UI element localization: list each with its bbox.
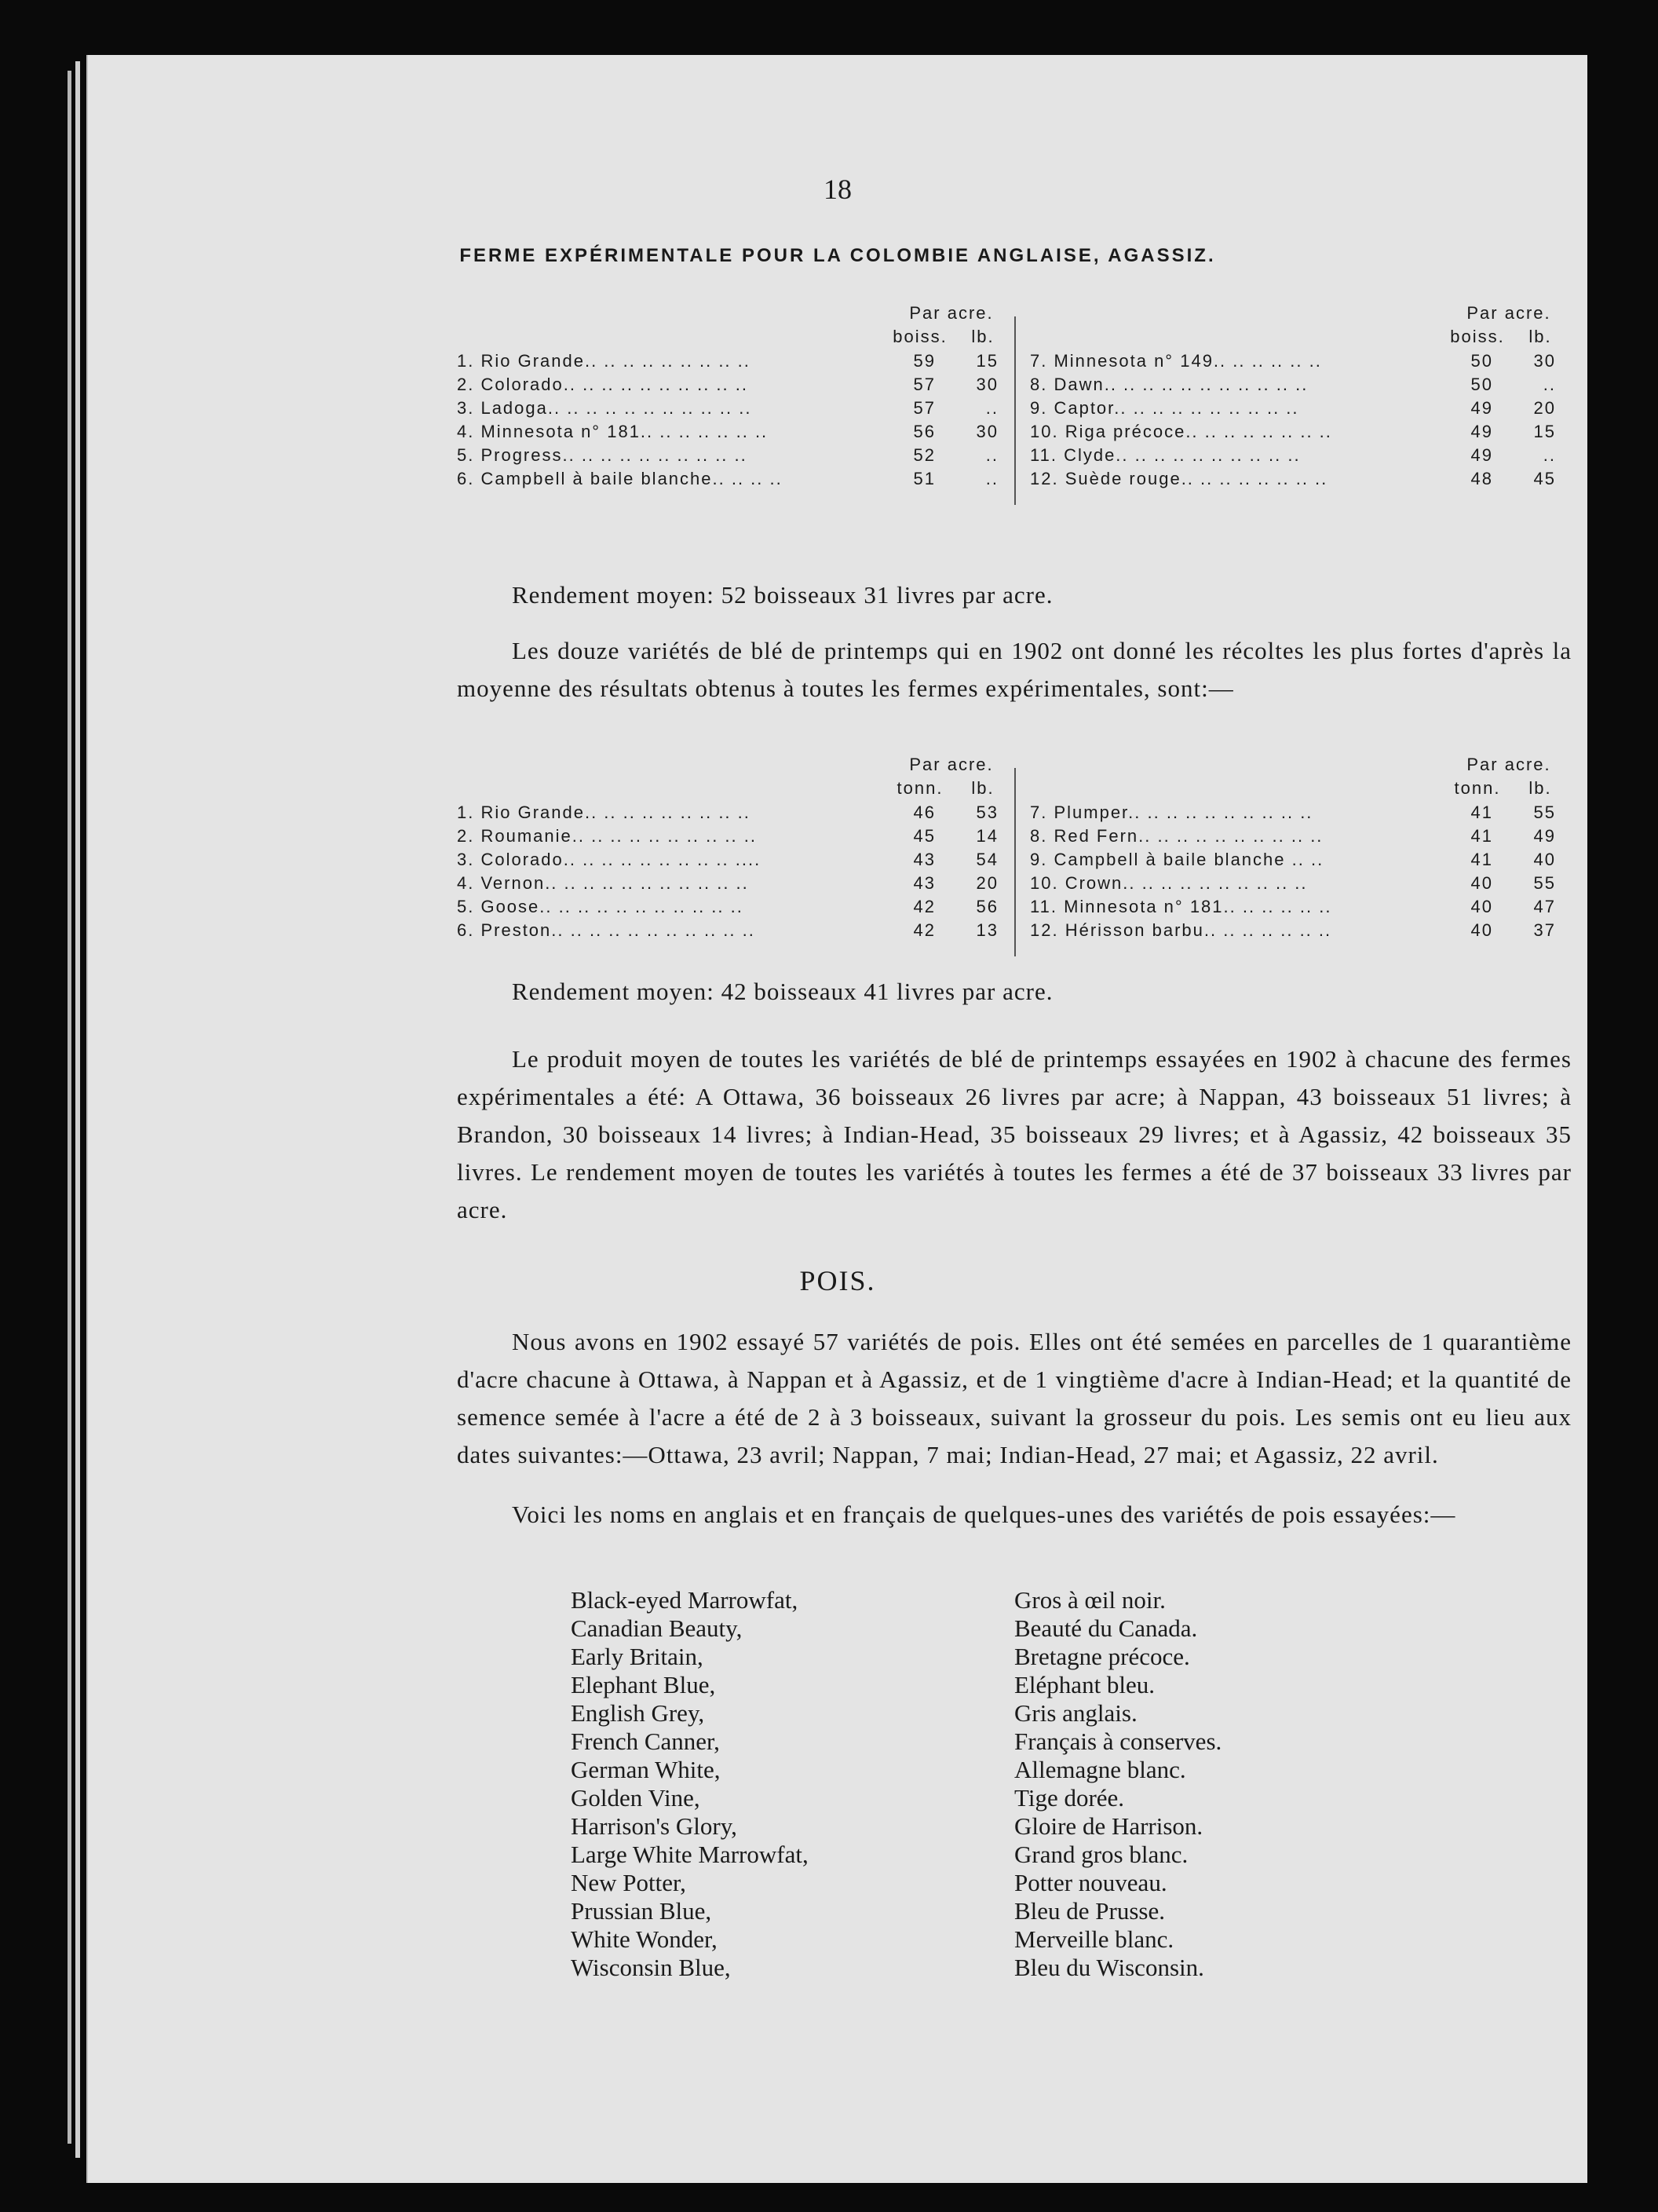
yield-value-1: 49 <box>1470 445 1493 465</box>
yield-value-2: 13 <box>976 920 999 940</box>
table-row <box>1030 895 1564 919</box>
table-row <box>1030 801 1564 824</box>
variety-name: 8. Dawn.. .. .. .. .. .. .. .. .. .. .. <box>1030 375 1309 394</box>
yield-value-2: 30 <box>1533 351 1556 371</box>
yield-value-1: 57 <box>913 398 936 418</box>
section-title-pois: POIS. <box>799 1265 876 1296</box>
yield-value-2: 14 <box>976 826 999 846</box>
variety-name: 4. Vernon.. .. .. .. .. .. .. .. .. .. .. <box>457 873 749 893</box>
yield-value-1: 42 <box>913 897 936 916</box>
document-page <box>86 55 1587 2183</box>
yield-table-1 <box>457 302 1572 554</box>
variety-name: 5. Goose.. .. .. .. .. .. .. .. .. .. .. <box>457 897 743 916</box>
yield-value-1: 48 <box>1470 469 1493 488</box>
table-header-col2: lb. <box>971 778 995 798</box>
table-header-col2: lb. <box>971 327 995 346</box>
yield-value-1: 42 <box>913 920 936 940</box>
running-head: FERME EXPÉRIMENTALE POUR LA COLOMBIE ANGLAISE, AGASSIZ. <box>459 245 1216 266</box>
variety-name: 10. Crown.. .. .. .. .. .. .. .. .. .. <box>1030 873 1308 893</box>
english-names-list <box>571 1586 809 1982</box>
table-row <box>457 848 1006 872</box>
yield-value-2: 55 <box>1533 873 1556 893</box>
variety-name: 3. Ladoga.. .. .. .. .. .. .. .. .. .. .. <box>457 398 752 418</box>
yield-value-2: 45 <box>1533 469 1556 488</box>
list-item: Gros à œil noir. <box>1014 1586 1166 1614</box>
variety-name: 7. Minnesota n° 149.. .. .. .. .. .. <box>1030 351 1322 371</box>
yield-value-2: 55 <box>1533 803 1556 822</box>
variety-name: 8. Red Fern.. .. .. .. .. .. .. .. .. .. <box>1030 826 1324 846</box>
table-row <box>457 349 1006 373</box>
list-item: French Canner, <box>571 1728 720 1755</box>
yield-table-2 <box>457 754 1572 1005</box>
table-row <box>457 420 1006 444</box>
table-row <box>457 919 1006 942</box>
variety-name: 9. Campbell à baile blanche .. .. <box>1030 850 1324 869</box>
variety-name: 10. Riga précoce.. .. .. .. .. .. .. .. <box>1030 422 1332 441</box>
yield-value-1: 50 <box>1470 375 1493 394</box>
list-item: Black-eyed Marrowfat, <box>571 1586 798 1614</box>
yield-value-1: 59 <box>913 351 936 371</box>
list-item: German White, <box>571 1756 721 1783</box>
yield-value-1: 46 <box>913 803 936 822</box>
paragraph-4: Voici les noms en anglais et en français de quelques-unes des variétés de pois essayées:— <box>512 1501 1456 1528</box>
yield-value-1: 43 <box>913 850 936 869</box>
list-item: Bleu de Prusse. <box>1014 1897 1166 1925</box>
list-item: Harrison's Glory, <box>571 1812 737 1840</box>
list-item: Grand gros blanc. <box>1014 1841 1189 1868</box>
variety-name: 6. Preston.. .. .. .. .. .. .. .. .. .. .. <box>457 920 755 940</box>
yield-value-2: 40 <box>1533 850 1556 869</box>
table-row <box>457 397 1006 420</box>
variety-name: 9. Captor.. .. .. .. .. .. .. .. .. .. <box>1030 398 1299 418</box>
average-yield-2: Rendement moyen: 42 boisseaux 41 livres par acre. <box>512 978 1054 1005</box>
paragraph-2: Le produit moyen de toutes les variétés de blé de printemps essayées en 1902 à chacune des fermes expérimentales a été: A Ottawa, 36 boisseaux 26 livres par acre; à Nappan, 43 boisseaux 51 livres; à Brandon, 30 boisseaux 14 livres; à Indian-Head, 35 boisseaux 29 livres; et à Agassiz, 42 boisseaux 35 livres. Le rendement moyen de toutes les variétés à toutes les fermes a été de 37 boisseaux 33 livres par acre. <box>457 1045 1572 1223</box>
list-item: New Potter, <box>571 1869 686 1896</box>
list-item: English Grey, <box>571 1699 705 1727</box>
page-stack-edge <box>68 71 71 2144</box>
list-item: Tige dorée. <box>1014 1784 1125 1812</box>
variety-name: 4. Minnesota n° 181.. .. .. .. .. .. .. <box>457 422 769 441</box>
list-item: Merveille blanc. <box>1014 1925 1174 1953</box>
list-item: Bleu du Wisconsin. <box>1014 1954 1204 1981</box>
variety-name: 5. Progress.. .. .. .. .. .. .. .. .. .. <box>457 445 747 465</box>
yield-value-1: 40 <box>1470 873 1493 893</box>
yield-value-1: 56 <box>913 422 936 441</box>
table-row <box>457 444 1006 467</box>
list-item: Wisconsin Blue, <box>571 1954 731 1981</box>
table-row <box>457 373 1006 397</box>
paragraph-1: Les douze variétés de blé de printemps qui en 1902 ont donné les récoltes les plus fortes d'après la moyenne des résultats obtenus à toutes les fermes expérimentales, sont:— <box>457 637 1572 702</box>
table-header-col1: boiss. <box>893 327 948 346</box>
yield-value-1: 49 <box>1470 422 1493 441</box>
yield-value-2: .. <box>985 398 999 418</box>
yield-value-1: 43 <box>913 873 936 893</box>
table-row <box>1030 420 1564 444</box>
table-header-col2: lb. <box>1528 327 1552 346</box>
table-row <box>457 895 1006 919</box>
yield-value-1: 41 <box>1470 826 1493 846</box>
yield-value-2: 30 <box>976 422 999 441</box>
table-row <box>1030 919 1564 942</box>
list-item: Français à conserves. <box>1014 1728 1222 1755</box>
table-row <box>457 801 1006 824</box>
table-row <box>1030 467 1564 491</box>
yield-value-1: 40 <box>1470 920 1493 940</box>
variety-name: 11. Minnesota n° 181.. .. .. .. .. .. <box>1030 897 1332 916</box>
variety-name: 12. Hérisson barbu.. .. .. .. .. .. .. <box>1030 920 1332 940</box>
yield-value-2: 15 <box>1533 422 1556 441</box>
yield-value-2: 47 <box>1533 897 1556 916</box>
yield-value-2: 53 <box>976 803 999 822</box>
yield-value-2: 54 <box>976 850 999 869</box>
table-row <box>1030 848 1564 872</box>
list-item: Gris anglais. <box>1014 1699 1138 1727</box>
table-row <box>1030 872 1564 895</box>
yield-value-1: 50 <box>1470 351 1493 371</box>
variety-name: 3. Colorado.. .. .. .. .. .. .. .. .. .... <box>457 850 761 869</box>
table-row <box>1030 397 1564 420</box>
variety-name: 11. Clyde.. .. .. .. .. .. .. .. .. .. <box>1030 445 1301 465</box>
table-header-par-acre: Par acre. <box>909 755 994 774</box>
yield-value-1: 45 <box>913 826 936 846</box>
list-item: Bretagne précoce. <box>1014 1643 1190 1670</box>
table-header-par-acre: Par acre. <box>1466 755 1551 774</box>
table-row <box>1030 824 1564 848</box>
french-names-list <box>1014 1586 1222 1982</box>
table-row <box>457 872 1006 895</box>
yield-value-2: 20 <box>976 873 999 893</box>
list-item: Potter nouveau. <box>1014 1869 1167 1896</box>
list-item: Golden Vine, <box>571 1784 700 1812</box>
table-header-col1: boiss. <box>1450 327 1505 346</box>
yield-value-2: 20 <box>1533 398 1556 418</box>
variety-name: 12. Suède rouge.. .. .. .. .. .. .. .. <box>1030 469 1328 488</box>
list-item: Elephant Blue, <box>571 1671 716 1698</box>
yield-value-2: .. <box>985 469 999 488</box>
table-row <box>1030 373 1564 397</box>
table-divider <box>1014 768 1016 956</box>
table-header-par-acre: Par acre. <box>909 303 994 323</box>
list-item: Early Britain, <box>571 1643 703 1670</box>
yield-value-1: 41 <box>1470 850 1493 869</box>
yield-value-2: 49 <box>1533 826 1556 846</box>
list-item: Large White Marrowfat, <box>571 1841 809 1868</box>
yield-value-1: 49 <box>1470 398 1493 418</box>
list-item: White Wonder, <box>571 1925 718 1953</box>
variety-name: 2. Colorado.. .. .. .. .. .. .. .. .. .. <box>457 375 748 394</box>
yield-value-1: 52 <box>913 445 936 465</box>
list-item: Allemagne blanc. <box>1014 1756 1186 1783</box>
list-item: Canadian Beauty, <box>571 1614 743 1642</box>
table-header-col1: tonn. <box>897 778 944 798</box>
yield-value-1: 41 <box>1470 803 1493 822</box>
list-item: Beauté du Canada. <box>1014 1614 1198 1642</box>
yield-value-1: 57 <box>913 375 936 394</box>
list-item: Prussian Blue, <box>571 1897 712 1925</box>
variety-name: 6. Campbell à baile blanche.. .. .. .. <box>457 469 783 488</box>
table-header-par-acre: Par acre. <box>1466 303 1551 323</box>
paragraph-3: Nous avons en 1902 essayé 57 variétés de pois. Elles ont été semées en parcelles de 1 quarantième d'acre chacune à Ottawa, à Nappan et à Agassiz, et de 1 vingtième d'acre à Indian-Head; et la quantité de semence semée à l'acre a été de 2 à 3 boisseaux, suivant la grosseur du pois. Les semis ont eu lieu aux dates suivantes:—Ottawa, 23 avril; Nappan, 7 mai; Indian-Head, 27 mai; et Agassiz, 22 avril. <box>457 1328 1572 1468</box>
variety-name: 1. Rio Grande.. .. .. .. .. .. .. .. .. <box>457 803 750 822</box>
page-number: 18 <box>824 174 852 205</box>
yield-value-2: .. <box>1543 445 1556 465</box>
yield-value-2: 56 <box>976 897 999 916</box>
yield-value-2: .. <box>985 445 999 465</box>
table-header-col1: tonn. <box>1454 778 1501 798</box>
table-row <box>1030 444 1564 467</box>
table-row <box>457 467 1006 491</box>
table-row <box>1030 349 1564 373</box>
table-row <box>457 824 1006 848</box>
table-header-col2: lb. <box>1528 778 1552 798</box>
yield-value-2: 30 <box>976 375 999 394</box>
yield-value-1: 40 <box>1470 897 1493 916</box>
variety-name: 7. Plumper.. .. .. .. .. .. .. .. .. .. <box>1030 803 1313 822</box>
yield-value-2: 15 <box>976 351 999 371</box>
average-yield-1: Rendement moyen: 52 boisseaux 31 livres par acre. <box>512 581 1054 609</box>
variety-name: 2. Roumanie.. .. .. .. .. .. .. .. .. .. <box>457 826 757 846</box>
variety-name: 1. Rio Grande.. .. .. .. .. .. .. .. .. <box>457 351 750 371</box>
yield-value-2: 37 <box>1533 920 1556 940</box>
yield-value-2: .. <box>1543 375 1556 394</box>
list-item: Gloire de Harrison. <box>1014 1812 1203 1840</box>
page-stack-edge <box>75 61 80 2158</box>
list-item: Eléphant bleu. <box>1014 1671 1156 1698</box>
table-divider <box>1014 316 1016 505</box>
yield-value-1: 51 <box>913 469 936 488</box>
